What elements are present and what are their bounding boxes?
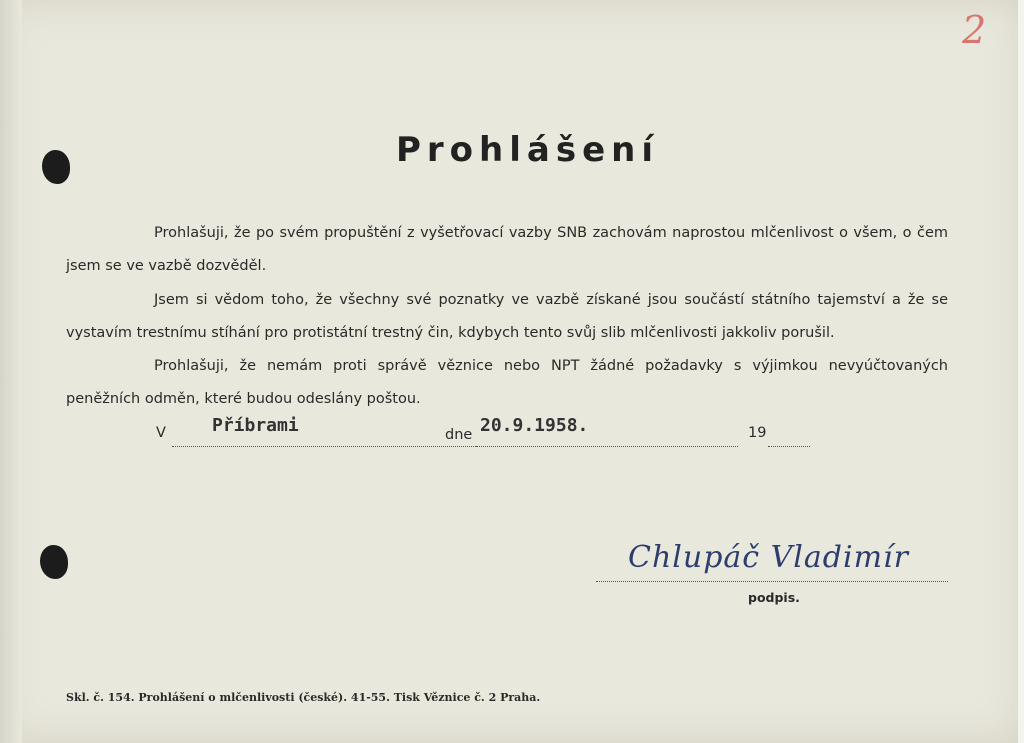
paragraph-3: Prohlašuji, že nemám proti správě věznice nebo NPT žádné požadavky s výjimkou nevyúčtovaných peněžních odměn, které budou odeslány poštou. [66, 358, 948, 407]
document-title: Prohlášení [396, 130, 660, 170]
paragraph-2: Jsem si vědom toho, že všechny své poznatky ve vazbě získané jsou součástí státního tajemství a že se vystavím trestnímu stíhání pro protistátní trestný čin, kdybych tento svůj slib mlčenlivosti jakkoliv porušil. [66, 292, 948, 341]
form-footer: Skl. č. 154. Prohlášení o mlčenlivosti (české). 41-55. Tisk Věznice č. 2 Praha. [66, 691, 541, 704]
signature-label: podpis. [748, 590, 800, 605]
date-prefix: dne [445, 427, 473, 443]
year-prefix: 19 [748, 425, 767, 441]
place-date-row [156, 417, 816, 445]
signature-line [596, 581, 948, 582]
punch-hole-bottom [40, 545, 68, 579]
page-right-edge [1018, 0, 1024, 743]
page-left-edge [0, 0, 22, 743]
place-prefix: V [156, 425, 166, 441]
handwritten-signature: Chlupáč Vladimír [628, 540, 909, 575]
date-value: 20.9.1958. [480, 415, 589, 436]
paragraph-1: Prohlašuji, že po svém propuštění z vyšetřovací vazby SNB zachovám naprostou mlčenlivost o všem, o čem jsem se ve vazbě dozvěděl. [66, 225, 948, 274]
punch-hole-top [42, 150, 70, 184]
place-value: Příbrami [212, 415, 299, 436]
handwritten-page-number: 2 [962, 8, 987, 52]
year-field-line [768, 426, 810, 447]
